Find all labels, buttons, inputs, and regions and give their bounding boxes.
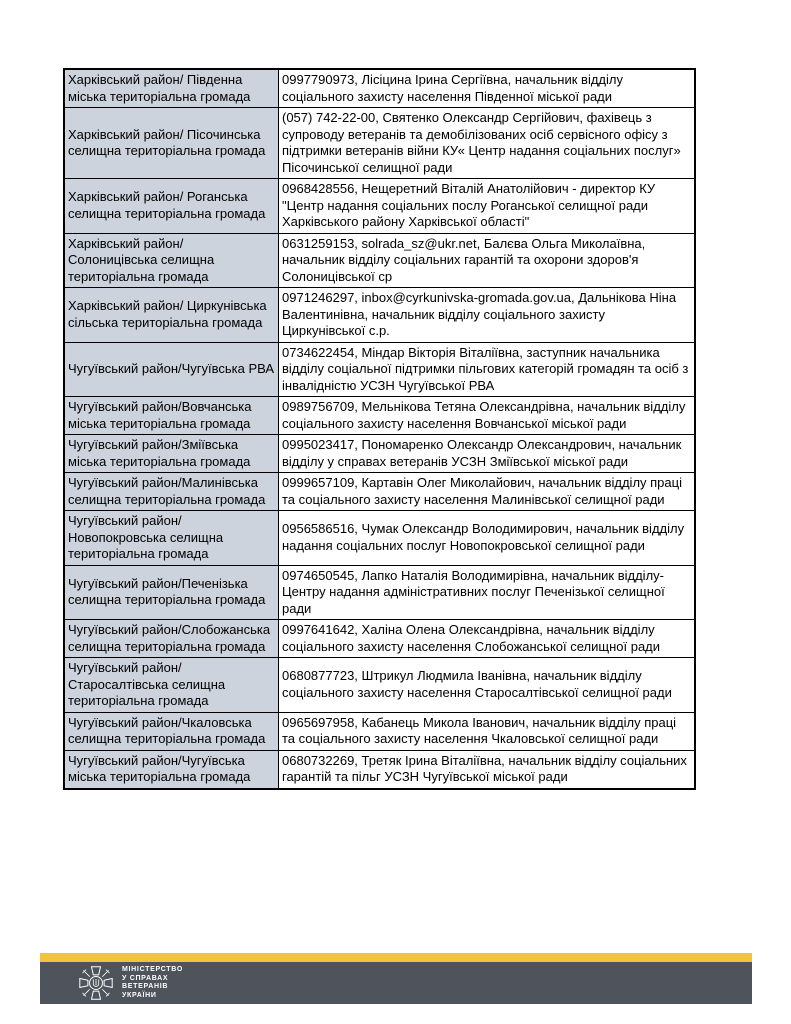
table-row: [64, 108, 695, 179]
contact-cell: 0971246297, inbox@cyrkunivska-gromada.gov.ua, Дальнікова Ніна Валентинівна, начальник відділу соціального захисту Циркунівської с.р.: [279, 288, 696, 343]
contact-cell: 0965697958, Кабанець Микола Іванович, начальник відділу праці та соціального захисту населення Чкаловської селищної ради: [279, 712, 696, 750]
community-cell: Чугуївський район/Чугуївська міська територіальна громада: [64, 750, 279, 789]
table-row: [64, 658, 695, 713]
table-row: [64, 179, 695, 234]
community-cell: Чугуївський район/Слобожанська селищна територіальна громада: [64, 620, 279, 658]
contact-cell: 0968428556, Нещеретний Віталій Анатолійович - директор КУ "Центр надання соціальних послу Роганської селищної ради Харківського району Харківської області": [279, 179, 696, 234]
community-cell: Харківський район/ Південна міська територіальна громада: [64, 69, 279, 108]
table-row: [64, 511, 695, 566]
community-cell: Чугуївський район/Зміївська міська територіальна громада: [64, 435, 279, 473]
community-cell: Харківський район/ Циркунівська сільська територіальна громада: [64, 288, 279, 343]
community-cell: Чугуївський район/Новопокровська селищна територіальна громада: [64, 511, 279, 566]
contact-cell: 0999657109, Картавін Олег Миколайович, начальник відділу праці та соціального захисту населення Малинівської селищної ради: [279, 473, 696, 511]
community-cell: Чугуївський район/Чугуївська РВА: [64, 342, 279, 397]
contact-cell: 0997641642, Халіна Олена Олександрівна, начальник відділу соціального захисту населення Слобожанської селищної ради: [279, 620, 696, 658]
table-row: [64, 342, 695, 397]
community-cell: Харківський район/ Солоницівська селищна територіальна громада: [64, 233, 279, 288]
community-cell: Чугуївський район/Чкаловська селищна територіальна громада: [64, 712, 279, 750]
ministry-name-line3: ВЕТЕРАНІВ: [122, 983, 169, 990]
veterans-ministry-emblem-icon: [78, 965, 114, 1001]
contact-cell: 0995023417, Пономаренко Олександр Олександрович, начальник відділу у справах ветеранів УСЗН Зміївської міської ради: [279, 435, 696, 473]
contact-cell: 0997790973, Лісіцина Ірина Сергіївна, начальник відділу соціального захисту населення Південної міської ради: [279, 69, 696, 108]
footer-accent-stripe: [40, 953, 752, 962]
table-row: [64, 435, 695, 473]
footer-bar: [40, 962, 752, 1004]
community-cell: Чугуївський район/Старосалтівська селищна територіальна громада: [64, 658, 279, 713]
contact-cell: 0974650545, Лапко Наталія Володимирівна, начальник відділу-Центру надання адміністративних послуг Печенізької селищної ради: [279, 565, 696, 620]
table-row: [64, 565, 695, 620]
contact-cell: 0989756709, Мельнікова Тетяна Олександрівна, начальник відділу соціального захисту населення Вовчанської міської ради: [279, 397, 696, 435]
table-row: [64, 750, 695, 789]
table-row: [64, 473, 695, 511]
ministry-name-line1: МІНІСТЕРСТВО: [122, 966, 183, 973]
contact-cell: 0734622454, Міндар Вікторія Віталіївна, заступник начальника відділу соціальної підтримки пільгових категорій громадян та осіб з інвалідністю УСЗН Чугуївської РВА: [279, 342, 696, 397]
contact-cell: 0631259153, solrada_sz@ukr.net, Балєва Ольга Миколаївна, начальник відділу соціальних гарантій та охорони здоров'я Солоницівської ср: [279, 233, 696, 288]
ministry-name: [122, 966, 183, 1000]
contact-cell: (057) 742-22-00, Святенко Олександр Сергійович, фахівець з супроводу ветеранів та демобілізованих осіб сервісного офісу з підтримки ветеранів війни КУ« Центр надання соціальних послуг» Пісочинської селищної ради: [279, 108, 696, 179]
contact-cell: 0680877723, Штрикул Людмила Іванівна, начальник відділу соціального захисту населення Старосалтівської селищної ради: [279, 658, 696, 713]
table-row: [64, 69, 695, 108]
ministry-name-line4: УКРАЇНИ: [122, 991, 157, 999]
community-cell: Чугуївський район/Вовчанська міська територіальна громада: [64, 397, 279, 435]
ministry-name-line2: У СПРАВАХ: [122, 974, 169, 982]
table-row: [64, 288, 695, 343]
community-contacts-table: [63, 68, 696, 790]
table-row: [64, 233, 695, 288]
table-row: [64, 712, 695, 750]
community-cell: Чугуївський район/Малинівська селищна територіальна громада: [64, 473, 279, 511]
community-cell: Харківський район/ Роганська селищна територіальна громада: [64, 179, 279, 234]
table-row: [64, 620, 695, 658]
contacts-table-body: [64, 69, 695, 789]
community-cell: Чугуївський район/Печенізька селищна територіальна громада: [64, 565, 279, 620]
community-cell: Харківський район/ Пісочинська селищна територіальна громада: [64, 108, 279, 179]
table-row: [64, 397, 695, 435]
contact-cell: 0680732269, Третяк Ірина Віталіївна, начальник відділу соціальних гарантій та пільг УСЗН Чугуївської міської ради: [279, 750, 696, 789]
contact-cell: 0956586516, Чумак Олександр Володимирович, начальник відділу надання соціальних послуг Новопокровської селищної ради: [279, 511, 696, 566]
